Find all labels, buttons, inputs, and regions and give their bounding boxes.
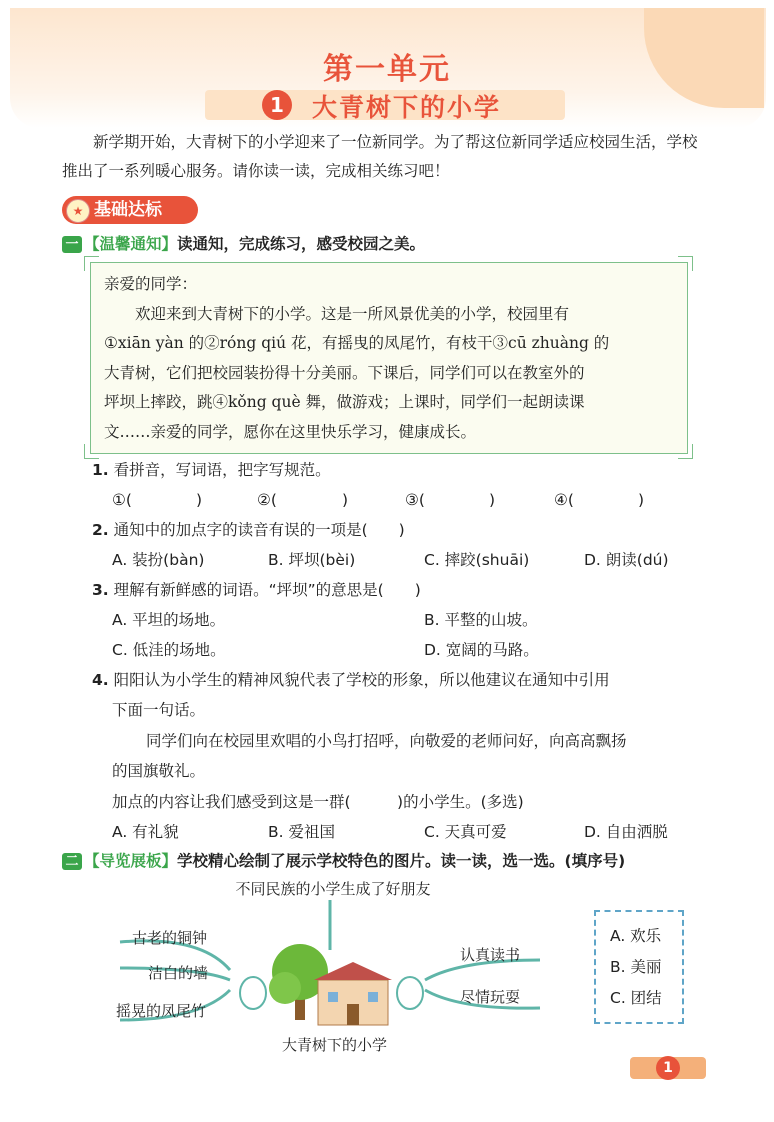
q4-option-c[interactable]: C. 天真可爱 bbox=[424, 823, 507, 841]
section2-title: 学校精心绘制了展示学校特色的图片。读一读，选一选。(填序号) bbox=[177, 852, 626, 870]
question-text: 理解有新鲜感的词语。“坪坝”的意思是( ) bbox=[113, 581, 421, 599]
badge-label: 基础达标 bbox=[94, 200, 162, 220]
q3-option-a[interactable]: A. 平坦的场地。 bbox=[112, 611, 226, 629]
page-number: 1 bbox=[656, 1056, 680, 1080]
option-c: C. 团结 bbox=[610, 989, 662, 1007]
notice-text bbox=[104, 270, 684, 447]
question-3: 3. 理解有新鲜感的词语。“坪坝”的意思是( ) bbox=[92, 581, 421, 599]
lesson-number: 1 bbox=[262, 90, 292, 120]
q2-option-a[interactable]: A. 装扮(bàn) bbox=[112, 551, 205, 569]
question-text-cont: 下面一句话。 bbox=[112, 701, 206, 719]
answer-blank-4-close: ) bbox=[638, 491, 645, 509]
option-a: A. 欢乐 bbox=[610, 927, 662, 945]
notice-line: 大青树，它们把校园装扮得十分美丽。下课后，同学们可以在教室外的 bbox=[104, 363, 585, 382]
q4-option-b[interactable]: B. 爱祖国 bbox=[268, 823, 335, 841]
basic-level-badge bbox=[62, 196, 198, 224]
q4-prompt: 加点的内容让我们感受到这是一群( )的小学生。(多选) bbox=[112, 793, 524, 811]
answer-blank-1[interactable]: ①( bbox=[112, 491, 132, 509]
option-b: B. 美丽 bbox=[610, 958, 662, 976]
question-text: 阳阳认为小学生的精神风貌代表了学校的形象，所以他建议在通知中引用 bbox=[113, 671, 610, 689]
notice-line: 欢迎来到大青树下的小学。这是一所风景优美的小学，校园里有 bbox=[135, 304, 570, 323]
question-number: 1. bbox=[92, 461, 109, 479]
answer-blank-3[interactable]: ③( bbox=[405, 491, 425, 509]
notice-greeting: 亲爱的同学： bbox=[104, 275, 198, 293]
q2-option-b[interactable]: B. 坪坝(bèi) bbox=[268, 551, 356, 569]
mind-map-left-node: 古老的铜钟 bbox=[132, 929, 208, 947]
answer-blank-3-close: ) bbox=[489, 491, 496, 509]
lesson-title: 大青树下的小学 bbox=[312, 93, 502, 122]
notice-line: 坪坝上摔跤，跳④kǒng què 舞，做游戏；上课时，同学们一起朗读课 bbox=[104, 393, 585, 411]
section1-heading bbox=[62, 232, 425, 254]
q2-option-c[interactable]: C. 摔跤(shuāi) bbox=[424, 551, 530, 569]
section-number-icon: 二 bbox=[62, 853, 82, 870]
section1-tag: 【温馨通知】 bbox=[84, 235, 178, 253]
mind-map-left-node: 洁白的墙 bbox=[148, 964, 209, 982]
corner-ornament bbox=[678, 256, 693, 271]
answer-blank-4[interactable]: ④( bbox=[554, 491, 574, 509]
section2-heading bbox=[62, 849, 625, 871]
medal-icon: ★ bbox=[66, 199, 90, 223]
section1-title: 读通知，完成练习，感受校园之美。 bbox=[177, 235, 426, 253]
mind-map-right-node: 尽情玩耍 bbox=[460, 988, 521, 1006]
section-number-icon: 一 bbox=[62, 236, 82, 253]
corner-ornament bbox=[84, 256, 99, 271]
answer-blank-2[interactable]: ②( bbox=[257, 491, 277, 509]
answer-blank-1-close: ) bbox=[196, 491, 203, 509]
q4-option-a[interactable]: A. 有礼貌 bbox=[112, 823, 179, 841]
question-1 bbox=[92, 456, 331, 484]
question-text: 通知中的加点字的读音有误的一项是( ) bbox=[113, 521, 405, 539]
mind-map-center-node: 大青树下的小学 bbox=[282, 1036, 388, 1054]
q4-option-d[interactable]: D. 自由洒脱 bbox=[584, 823, 668, 841]
q3-option-d[interactable]: D. 宽阔的马路。 bbox=[424, 641, 539, 659]
notice-line: ①xiān yàn 的②róng qiú 花，有摇曳的凤尾竹，有枝干③cū zhuàng 的 bbox=[104, 334, 610, 352]
section2-tag: 【导览展板】 bbox=[84, 852, 178, 870]
question-text: 看拼音，写词语，把字写规范。 bbox=[113, 461, 331, 479]
question-4: 4. 阳阳认为小学生的精神风貌代表了学校的形象，所以他建议在通知中引用 bbox=[92, 671, 610, 689]
mind-map-right-node: 认真读书 bbox=[460, 946, 521, 964]
answer-blank-2-close: ) bbox=[342, 491, 349, 509]
quote-line: 的国旗敬礼。 bbox=[112, 762, 206, 780]
q3-option-b[interactable]: B. 平整的山坡。 bbox=[424, 611, 538, 629]
q3-option-c[interactable]: C. 低洼的场地。 bbox=[112, 641, 226, 659]
quote-line: 同学们向在校园里欢唱的小鸟打招呼，向敬爱的老师问好，向高高飘扬 bbox=[146, 732, 627, 750]
q2-option-d[interactable]: D. 朗读(dú) bbox=[584, 551, 669, 569]
unit-title: 第一单元 bbox=[323, 52, 451, 87]
mind-map-top-node: 不同民族的小学生成了好朋友 bbox=[235, 880, 431, 898]
notice-line: 文……亲爱的同学，愿你在这里快乐学习，健康成长。 bbox=[104, 422, 477, 441]
mind-map-left-node: 摇晃的凤尾竹 bbox=[116, 1002, 207, 1020]
intro-paragraph: 新学期开始，大青树下的小学迎来了一位新同学。为了帮这位新同学适应校园生活，学校推出了一系列暖心服务。请你读一读，完成相关练习吧！ bbox=[62, 133, 698, 180]
question-2: 2. 通知中的加点字的读音有误的一项是( ) bbox=[92, 521, 405, 539]
